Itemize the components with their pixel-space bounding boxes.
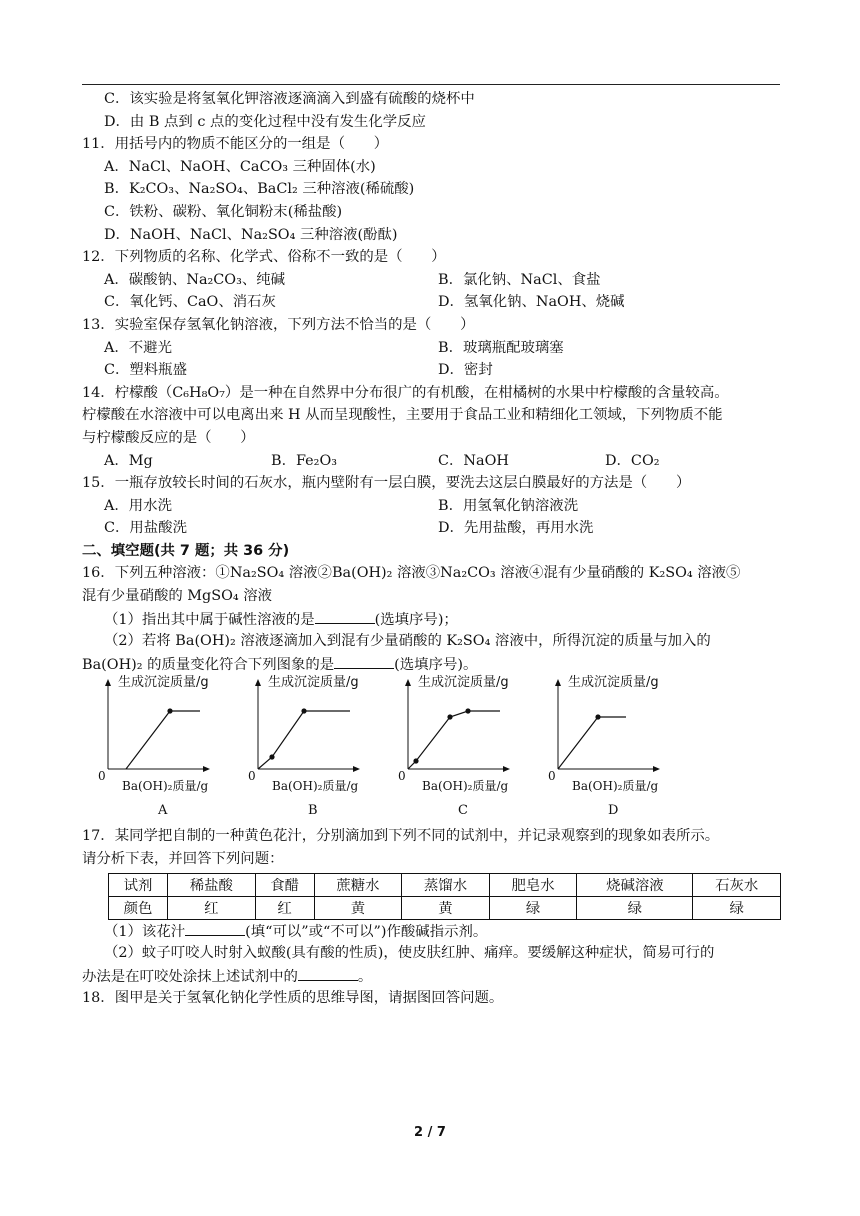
graph-b-letter: B: [308, 803, 318, 819]
q17-part-2-blank[interactable]: [298, 965, 358, 981]
graph-d-origin: 0: [548, 769, 556, 784]
q18-stem: 18．图甲是关于氢氧化钠化学性质的思维导图，请据图回答问题。: [82, 990, 504, 1007]
table-cell: 颜色: [109, 896, 168, 919]
table-header-cell: 蒸馏水: [402, 873, 490, 896]
q17-stem-line-2: 请分析下表，并回答下列问题：: [82, 851, 284, 868]
q16-part-1-blank[interactable]: [315, 608, 375, 624]
graph-a-point: [167, 709, 172, 714]
q16-part-1-suffix: (选填序号)；: [374, 611, 458, 628]
graph-a-curve: [126, 711, 200, 769]
q11-stem: 11．用括号内的物质不能区分的一组是（ ）: [82, 136, 389, 153]
table-cell: 绿: [693, 896, 781, 919]
graph-c-curve: [408, 711, 500, 769]
q12-option-a: A．碳酸钠、Na₂CO₃、纯碱: [104, 271, 286, 288]
graph-b-ylabel: 生成沉淀质量/g: [268, 675, 359, 691]
table-cell: 红: [255, 896, 314, 919]
graph-c-xlabel: Ba(OH)₂质量/g: [422, 779, 509, 794]
graph-b-curve: [258, 711, 350, 769]
graph-c-ylabel: 生成沉淀质量/g: [418, 675, 509, 691]
table-row: [109, 896, 781, 919]
q12-option-d: D．氢氧化钠、NaOH、烧碱: [438, 294, 625, 311]
q15-option-d: D．先用盐酸，再用水洗: [438, 520, 594, 537]
q10-option-c: C．该实验是将氢氧化钾溶液逐滴滴入到盛有硫酸的烧杯中: [104, 91, 475, 107]
page-content: [82, 88, 782, 1010]
header-rule: [82, 84, 780, 85]
graph-c: [396, 677, 546, 825]
q17-part-2-line-2: [82, 965, 782, 988]
graph-c-point-1: [413, 759, 418, 764]
q16-stem-line-2: 混有少量硝酸的 MgSO₄ 溶液: [82, 588, 273, 605]
q11-option-a: A．NaCl、NaOH、CaCO₃ 三种固体(水): [104, 158, 376, 175]
q13-options-row-1: [82, 337, 782, 360]
q15-option-b: B．用氢氧化钠溶液洗: [438, 497, 579, 514]
q13-option-a: A．不避光: [104, 339, 172, 356]
q15-option-a: A．用水洗: [104, 497, 172, 514]
graph-a-letter: A: [158, 803, 168, 819]
graph-c-point-3: [465, 709, 470, 714]
q15-options-row-1: [82, 495, 782, 518]
q17-part-2-text: 办法是在叮咬处涂抹上述试剂中的: [82, 968, 298, 985]
q17-stem-line-1: 17．某同学把自制的一种黄色花汁，分别滴加到下列不同的试剂中，并记录观察到的现象如表所示。: [82, 828, 720, 845]
q17-part-2-suffix: 。: [357, 968, 373, 985]
q11-option-c: C．铁粉、碳粉、氧化铜粉末(稀盐酸): [104, 203, 343, 220]
graph-d-letter: D: [608, 803, 619, 819]
q17-part-1-text: （1）该花汁: [104, 923, 186, 940]
q15-option-c: C．用盐酸洗: [104, 520, 187, 537]
q11-option-b: B．K₂CO₃、Na₂SO₄、BaCl₂ 三种溶液(稀硫酸): [104, 181, 415, 198]
q12-option-c: C．氧化钙、CaO、消石灰: [104, 294, 276, 311]
q16-part-1: [82, 608, 782, 631]
table-row: [109, 873, 781, 896]
table-header-cell: 肥皂水: [489, 873, 577, 896]
graph-c-point-2: [447, 715, 452, 720]
graph-c-plot: [396, 677, 546, 825]
page-number: 2 / 7: [414, 1125, 446, 1140]
graph-b-point-1: [269, 755, 274, 760]
q17-part-1: [82, 920, 782, 943]
graph-d-point: [595, 715, 600, 720]
graph-a-xlabel: Ba(OH)₂质量/g: [122, 779, 209, 794]
graph-a-ylabel: 生成沉淀质量/g: [118, 675, 209, 691]
q11-option-d: D．NaOH、NaCl、Na₂SO₄ 三种溶液(酚酞): [104, 226, 398, 243]
graph-a-origin: 0: [98, 769, 106, 784]
q16-part-2-blank[interactable]: [334, 653, 394, 669]
graph-a-plot: [96, 677, 246, 825]
q17-part-1-blank[interactable]: [185, 920, 245, 936]
q17-part-2-line-1: （2）蚊子叮咬人时射入蚁酸(具有酸的性质)，使皮肤红肿、痛痒。要缓解这种症状，简易可行的: [104, 945, 715, 962]
table-header-cell: 试剂: [109, 873, 168, 896]
graph-a-y-arrow: [105, 679, 111, 686]
graph-a-x-arrow: [203, 766, 210, 772]
graph-b-y-arrow: [255, 679, 261, 686]
q13-option-c: C．塑料瓶盛: [104, 362, 187, 379]
graph-d-plot: [546, 677, 696, 825]
q13-option-d: D．密封: [438, 362, 493, 379]
q17-results-table: [108, 873, 781, 920]
q14-stem-line-1: 14．柠檬酸（C₆H₈O₇）是一种在自然界中分布很广的有机酸，在柑橘树的水果中柠檬酸的含量较高。: [82, 384, 729, 401]
table-cell: 黄: [314, 896, 402, 919]
table-cell: 红: [168, 896, 256, 919]
q14-options: [82, 450, 782, 473]
graph-b-plot: [246, 677, 396, 825]
graph-c-y-arrow: [405, 679, 411, 686]
table-cell: 黄: [402, 896, 490, 919]
q16-part-2-suffix: (选填序号)。: [394, 656, 478, 673]
q16-part-2-text: Ba(OH)₂ 的质量变化符合下列图象的是: [82, 656, 335, 673]
q14-stem-line-3: 与柠檬酸反应的是（ ）: [82, 429, 255, 446]
q15-stem: 15．一瓶存放较长时间的石灰水，瓶内壁附有一层白膜，要洗去这层白膜最好的方法是（ ）: [82, 475, 691, 492]
q16-part-2-line-1: （2）若将 Ba(OH)₂ 溶液逐滴加入到混有少量硝酸的 K₂SO₄ 溶液中，所得沉淀的质量与加入的: [104, 633, 711, 650]
graph-b-xlabel: Ba(OH)₂质量/g: [272, 779, 359, 794]
q13-option-b: B．玻璃瓶配玻璃塞: [438, 339, 564, 356]
graph-c-letter: C: [458, 803, 468, 819]
table-header-cell: 蔗糖水: [314, 873, 402, 896]
graph-b-x-arrow: [353, 766, 360, 772]
graph-d-curve: [558, 717, 626, 769]
q16-stem-line-1: 16．下列五种溶液：①Na₂SO₄ 溶液②Ba(OH)₂ 溶液③Na₂CO₃ 溶液④混有少量硝酸的 K₂SO₄ 溶液⑤: [82, 565, 741, 582]
graph-d-x-arrow: [653, 766, 660, 772]
graph-d-y-arrow: [555, 679, 561, 686]
section-heading-fill-in: 二、填空题(共 7 题；共 36 分): [82, 542, 290, 559]
q16-part-1-text: （1）指出其中属于碱性溶液的是: [104, 611, 315, 628]
graph-d: [546, 677, 696, 825]
q14-stem-line-2: 柠檬酸在水溶液中可以电离出来 H 从而呈现酸性，主要用于食品工业和精细化工领域，下列物质不能: [82, 407, 723, 424]
q12-options-row-2: [82, 291, 782, 314]
graph-a: [96, 677, 246, 825]
q13-stem: 13．实验室保存氢氧化钠溶液，下列方法不恰当的是（ ）: [82, 316, 475, 333]
table-header-cell: 石灰水: [693, 873, 781, 896]
q12-options-row-1: [82, 269, 782, 292]
q16-graphs: [82, 677, 782, 825]
q13-options-row-2: [82, 359, 782, 382]
table-header-cell: 烧碱溶液: [577, 873, 693, 896]
graph-d-xlabel: Ba(OH)₂质量/g: [572, 779, 659, 794]
graph-b-point-2: [301, 709, 306, 714]
graph-b-origin: 0: [248, 769, 256, 784]
graph-c-x-arrow: [503, 766, 510, 772]
graph-d-ylabel: 生成沉淀质量/g: [568, 675, 659, 691]
q14-option-d: D．CO₂: [605, 452, 660, 469]
q17-part-1-suffix: (填“可以”或“不可以”)作酸碱指示剂。: [245, 923, 488, 940]
q14-option-b: B．Fe₂O₃: [271, 452, 338, 469]
q14-option-c: C．NaOH: [438, 452, 509, 469]
graph-c-origin: 0: [398, 769, 406, 784]
q12-stem: 12．下列物质的名称、化学式、俗称不一致的是（ ）: [82, 249, 446, 266]
table-header-cell: 稀盐酸: [168, 873, 256, 896]
table-header-cell: 食醋: [255, 873, 314, 896]
graph-b: [246, 677, 396, 825]
table-cell: 绿: [577, 896, 693, 919]
table-cell: 绿: [489, 896, 577, 919]
q10-option-d: D．由 B 点到 c 点的变化过程中没有发生化学反应: [104, 113, 426, 130]
q15-options-row-2: [82, 517, 782, 540]
q14-option-a: A．Mg: [104, 452, 153, 469]
q12-option-b: B．氯化钠、NaCl、食盐: [438, 271, 601, 288]
